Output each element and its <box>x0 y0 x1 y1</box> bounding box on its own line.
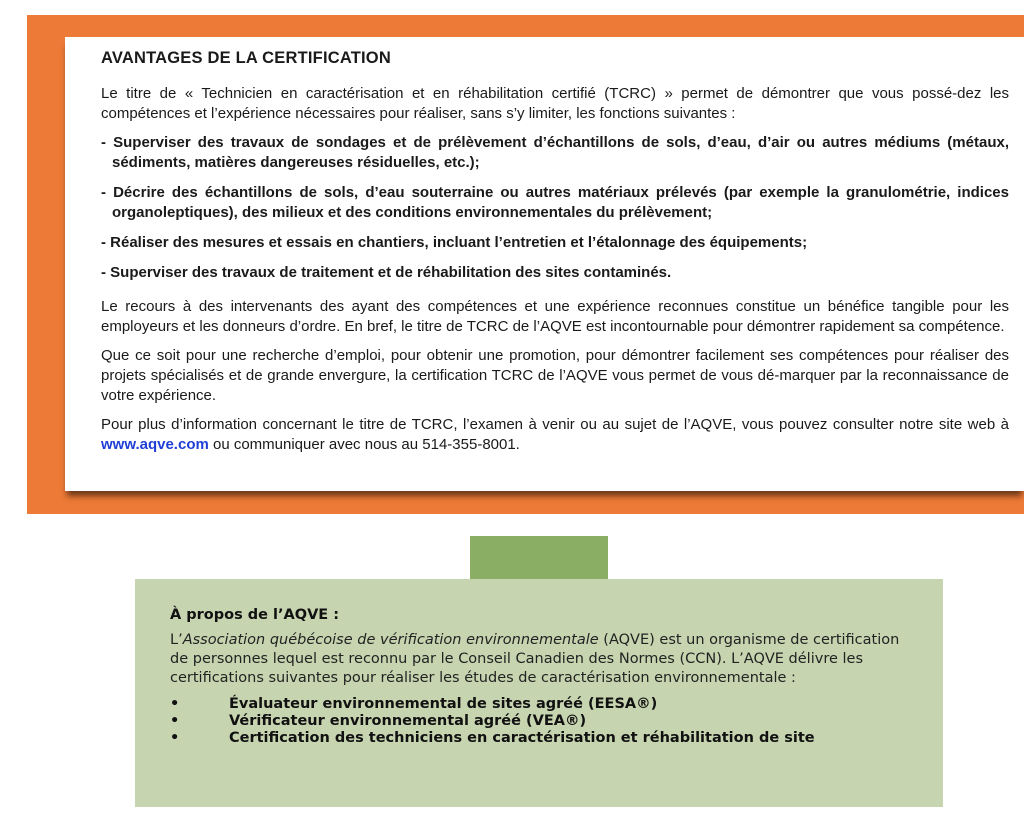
organization-name: Association québécoise de vérification environnementale <box>182 632 599 648</box>
certification-card <box>65 37 1024 491</box>
about-content <box>170 607 915 747</box>
certification-item <box>170 696 915 713</box>
benefit-paragraph: Le recours à des intervenants des ayant des compétences et une expérience reconnues constitue un bénéfice tangible pour les employeurs et les donneurs d’ordre. En bref, le titre de TCRC de l’AQVE est incontournable pour démontrer rapidement sa compétence. <box>101 298 1009 335</box>
certification-item <box>170 730 915 747</box>
website-link[interactable]: www.aqve.com <box>101 436 209 453</box>
function-item: - Superviser des travaux de traitement et de réhabilitation des sites contaminés. <box>101 264 672 281</box>
function-item: - Réaliser des mesures et essais en chantiers, incluant l’entretien et l’étalonnage des équipements; <box>101 234 808 251</box>
certifications-list <box>170 696 915 747</box>
bullet-icon: • <box>170 696 180 712</box>
bullet-icon: • <box>170 730 180 746</box>
certification-item <box>170 713 915 730</box>
bullet-icon: • <box>170 713 180 729</box>
function-item: - Décrire des échantillons de sols, d’eau souterraine ou autres matériaux prélevés (par exemple la granulométrie, indices organoleptiques), des milieux et des conditions environnementales du prélèvement; <box>101 184 1009 221</box>
about-panel <box>135 579 943 807</box>
about-paragraph <box>170 631 915 688</box>
contact-text-after: ou communiquer avec nous au 514-355-8001. <box>208 436 520 453</box>
about-body: (AQVE) est un organisme de certification de personnes lequel est reconnu par le Conseil Canadien des Normes (CCN). L’AQVE délivre les certifications suivantes pour réaliser les études de caractérisation environnementale : <box>170 632 900 686</box>
certification-intro: Le titre de « Technicien en caractérisation et en réhabilitation certifié (TCRC) » permet de démontrer que vous possé-dez les compétences et l’expérience nécessaires pour réaliser, sans s’y limiter, les fonctions suivantes : <box>101 85 1009 122</box>
about-title: À propos de l’AQVE : <box>170 607 340 623</box>
about-prefix: L’ <box>170 632 183 648</box>
function-item: - Superviser des travaux de sondages et de prélèvement d’échantillons de sols, d’eau, d’air ou autres médiums (métaux, sédiments, matières dangereuses résiduelles, etc.); <box>101 134 1009 171</box>
certification-item-label: Évaluateur environnemental de sites agréé (EESA®) <box>229 696 658 712</box>
career-paragraph: Que ce soit pour une recherche d’emploi, pour obtenir une promotion, pour démontrer facilement ses compétences pour réaliser des projets spécialisés et de grande envergure, la certification TCRC de l’AQVE vous permet de vous dé-marquer par la reconnaissance de votre expérience. <box>101 347 1009 404</box>
certification-functions-list <box>101 133 1009 283</box>
certification-item-label: Certification des techniciens en caractérisation et réhabilitation de site <box>229 730 815 746</box>
certification-item-label: Vérificateur environnemental agréé (VEA®) <box>229 713 587 729</box>
contact-paragraph <box>101 415 1009 455</box>
contact-text-before: Pour plus d’information concernant le titre de TCRC, l’examen à venir ou au sujet de l’AQVE, vous pouvez consulter notre site web à <box>101 416 1009 433</box>
certification-content <box>101 49 1009 463</box>
certification-title: AVANTAGES DE LA CERTIFICATION <box>101 49 391 67</box>
